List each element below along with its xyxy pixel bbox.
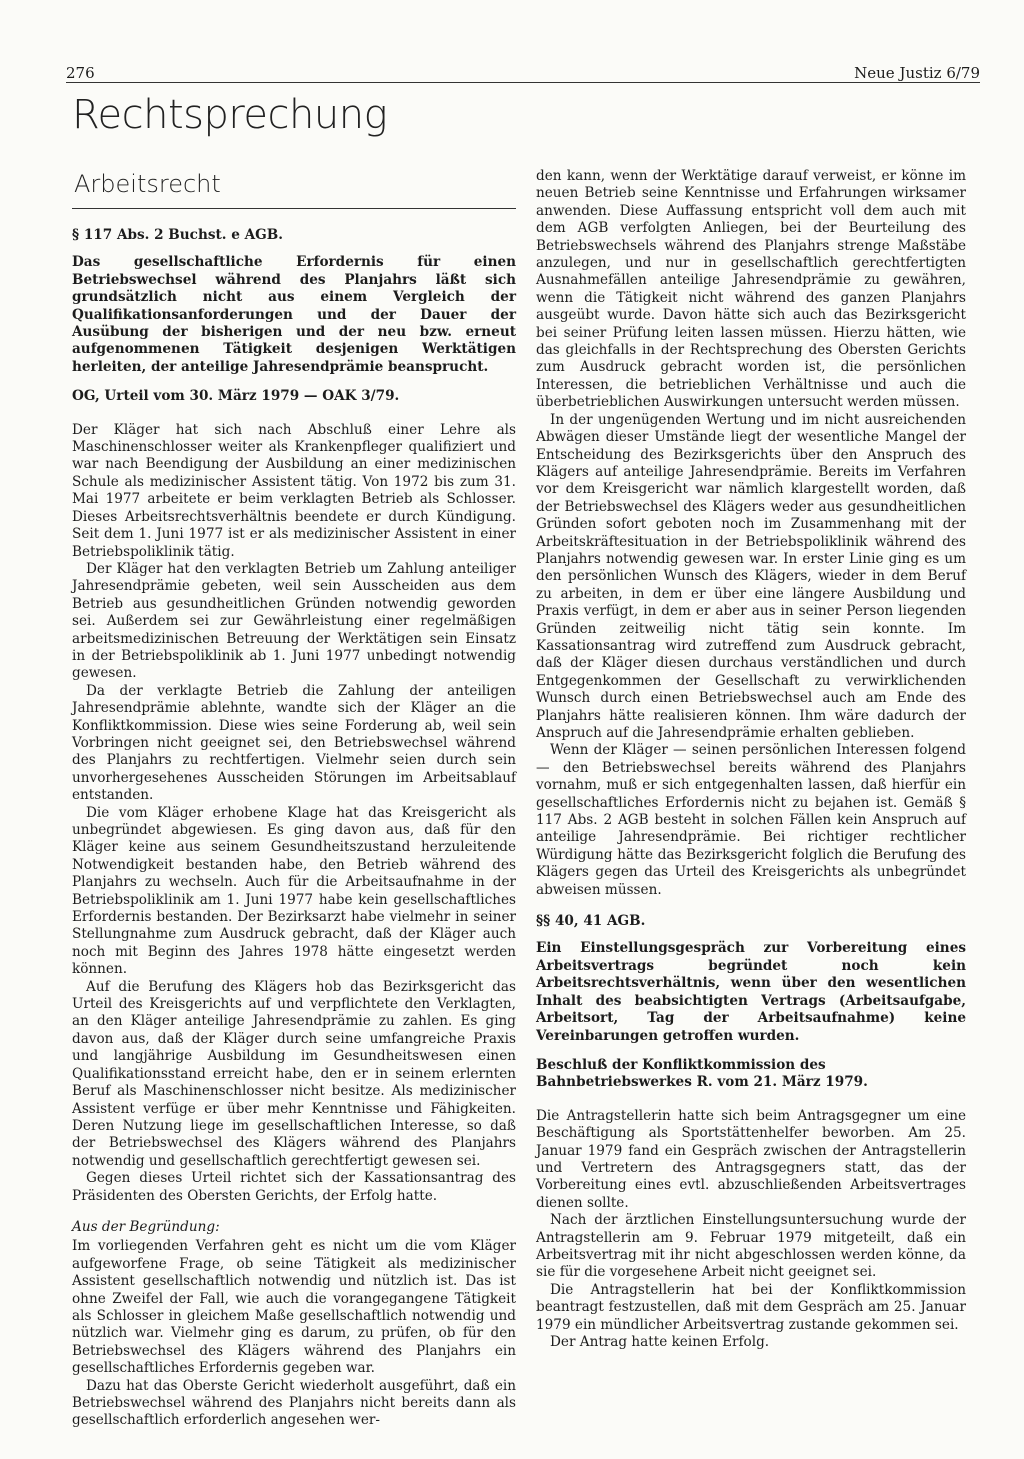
left-column — [72, 168, 516, 1430]
page-number: 276 — [66, 64, 95, 82]
case1-norm: § 117 Abs. 2 Buchst. e AGB. — [72, 227, 284, 243]
case1-paragraph: Der Kläger hat den verklagten Betrieb um Zahlung anteiliger Jahresendprämie gebeten, weil sein Ausscheiden aus dem Betrieb aus gesundheitlichen Gründen notwendig geworden sei. Außerdem sei zur Gewährleistung einer regelmäßigen arbeitsmedizinischen Betreuung der Werktätigen sein Einsatz in der Betriebspoliklinik ab 1. Juni 1977 unbedingt notwendig gewesen. — [72, 560, 516, 682]
reasons-paragraph: den kann, wenn der Werktätige darauf verweist, er könne im neuen Betrieb seine Kenntnisse und Erfahrungen wirksamer anwenden. Diese Auffassung entspricht voll dem auch mit dem AGB verfolgten Anliegen, bei der Beurteilung des Betriebswechsels während des Planjahrs strenge Maßstäbe anzulegen, und nur in gesellschaftlich gerechtfertigten Ausnahmefällen anteilige Jahresendprämie zu gewähren, wenn die Tätigkeit nicht während des ganzen Planjahrs ausgeübt wurde. Davon hätte sich auch das Bezirksgericht bei seiner Prüfung leiten lassen müssen. Hierzu hätten, wie das gleichfalls in der Rechtsprechung des Obersten Gerichts zum Ausdruck gebracht worden ist, die persönlichen Interessen, die betrieblichen Verhältnisse und auch die überbetrieblichen Auswirkungen untersucht werden müssen. — [536, 168, 966, 411]
subsection-rule — [72, 208, 516, 209]
section-title: Rechtsprechung — [72, 92, 388, 138]
reasons-paragraph: Wenn der Kläger — seinen persönlichen Interessen folgend — den Betriebswechsel bereits während des Planjahrs vornahm, muß er sich entgegenhalten lassen, daß hierfür ein gesellschaftliches Erfordernis nicht zu bejahen ist. Gemäß § 117 Abs. 2 AGB besteht in solchen Fällen kein Anspruch auf anteilige Jahresendprämie. Bei richtiger rechtlicher Würdigung hätte das Bezirksgericht folglich die Berufung des Klägers gegen das Urteil des Kreisgerichts als unbegründet abweisen müssen. — [536, 742, 966, 898]
reasons-paragraph: Dazu hat das Oberste Gericht wiederholt ausgeführt, daß ein Betriebswechsel während des Planjahrs nicht bereits dann als gesellschaftlich erforderlich angesehen wer- — [72, 1377, 516, 1429]
right-column — [536, 168, 966, 1351]
subsection-title: Arbeitsrecht — [74, 170, 221, 198]
case1-citation: OG, Urteil vom 30. März 1979 — OAK 3/79. — [72, 388, 400, 405]
case2-paragraph: Die Antragstellerin hatte sich beim Antragsgegner um eine Beschäftigung als Sportstättenhelfer beworben. Am 25. Januar 1979 fand ein Gespräch zwischen der Antragstellerin und Vertretern des Antragsgegners statt, das der Vorbereitung eines evtl. abzuschließenden Arbeitsvertrages dienen sollte. — [536, 1107, 966, 1211]
reasons-paragraph: In der ungenügenden Wertung und im nicht ausreichenden Abwägen dieser Umstände liegt der wesentliche Mangel der Entscheidung des Bezirksgerichts über den Anspruch des Klägers auf anteilige Jahresendprämie. Bereits im Verfahren vor dem Kreisgericht war nämlich klargestellt worden, daß der Betriebswechsel des Klägers weder aus gesundheitlichen Gründen sofort geboten noch im Zusammenhang mit der Arbeitskräftesituation in der Betriebspoliklinik während des Planjahrs notwendig gewesen war. In erster Linie ging es um den persönlichen Wunsch des Klägers, wieder in dem Beruf zu arbeiten, in dem er über eine längere Ausbildung und Praxis verfügt, in dem er aber aus in seiner Person liegenden Gründen zeitweilig nicht tätig sein konnte. Im Kassationsantrag wird zutreffend zum Ausdruck gebracht, daß der Kläger diesen durchaus verständlichen und durch Entgegenkommen der Gesellschaft zu verwirklichenden Wunsch durch einen Betriebswechsel auch am Ende des Planjahrs hätte realisieren können. Ihm wäre dadurch der Anspruch auf die Jahresendprämie erhalten geblieben. — [536, 411, 966, 741]
case2-headnote: Ein Einstellungsgespräch zur Vorbereitung eines Arbeitsvertrags begründet noch kein Arbeitsrechtsverhältnis, wenn über den wesentlichen Inhalt des beabsichtigten Vertrags (Arbeitsaufgabe, Arbeitsort, Tag der Arbeitsaufnahme) keine Vereinbarungen getroffen wurden. — [536, 940, 966, 1044]
case1-paragraph: Gegen dieses Urteil richtet sich der Kassationsantrag des Präsidenten des Obersten Gerichts, der Erfolg hatte. — [72, 1170, 516, 1204]
spacer — [536, 899, 966, 913]
case2-paragraph: Die Antragstellerin hat bei der Konfliktkommission beantragt festzustellen, daß mit dem Gespräch am 25. Januar 1979 ein mündlicher Arbeitsvertrag zustande gekommen sei. — [536, 1281, 966, 1333]
reasons-paragraph: Im vorliegenden Verfahren geht es nicht um die vom Kläger aufgeworfene Frage, ob seine Tätigkeit als medizinischer Assistent gesellschaftlich notwendig und nützlich ist. Das ist ohne Zweifel der Fall, wie auch die vorangegangene Tätigkeit als Schlosser in gleichem Maße gesellschaftlich notwendig und nützlich war. Vielmehr ging es darum, zu prüfen, ob für den Betriebswechsel des Klägers während des Planjahrs ein gesellschaftliches Erfordernis gegeben war. — [72, 1238, 516, 1377]
reasons-heading: Aus der Begründung: — [72, 1218, 220, 1235]
case2-norm: §§ 40, 41 AGB. — [536, 913, 646, 930]
case2-paragraph: Der Antrag hatte keinen Erfolg. — [550, 1334, 770, 1350]
case1-paragraph: Auf die Berufung des Klägers hob das Bezirksgericht das Urteil des Kreisgerichts auf und verpflichtete den Verklagten, an den Kläger anteilige Jahresendprämie zu zahlen. Es ging davon aus, daß der Kläger durch seine umfangreiche Praxis und langjährige Ausbildung im Gesundheitswesen einen Qualifikationsstand erreicht habe, den er in seinem erlernten Beruf als Maschinenschlosser nicht besitze. Als medizinischer Assistent verfüge er über mehr Kenntnisse und Fähigkeiten. Deren Nutzung liege im gesellschaftlichen Interesse, so daß der Betriebswechsel des Klägers während des Planjahrs notwendig und gesellschaftlich gerechtfertigt gewesen sei. — [72, 978, 516, 1169]
case2-paragraph: Nach der ärztlichen Einstellungsuntersuchung wurde der Antragstellerin am 9. Februar 1979 mitgeteilt, daß ein Arbeitsvertrag mit ihr nicht abgeschlossen werden könne, da sie für die vorgesehene Arbeit nicht geeignet sei. — [536, 1212, 966, 1281]
case1-paragraph: Da der verklagte Betrieb die Zahlung der anteiligen Jahresendprämie ablehnte, wandte sich der Kläger an die Konfliktkommission. Diese wies seine Forderung ab, weil sein Vorbringen nicht geeignet sei, den Betriebswechsel während des Planjahrs zu rechtfertigen. Vielmehr seien durch sein unvorhergesehenes Ausscheiden Störungen im Arbeitsablauf entstanden. — [72, 682, 516, 804]
case1-paragraph: Die vom Kläger erhobene Klage hat das Kreisgericht als unbegründet abgewiesen. Es ging davon aus, daß für den Kläger keine aus seinem Gesundheitszustand herzuleitende Notwendigkeit bestanden habe, den Betrieb während des Planjahrs zu wechseln. Auch für die Arbeitsaufnahme in der Betriebspoliklinik am 1. Juni 1977 habe kein gesellschaftliches Erfordernis bestanden. Der Bezirksarzt habe vielmehr in seiner Stellungnahme zum Ausdruck gebracht, daß der Kläger auch noch mit Beginn des Jahres 1978 hätte eingesetzt werden können. — [72, 804, 516, 978]
header-rule — [66, 82, 980, 83]
case1-paragraph: Der Kläger hat sich nach Abschluß einer Lehre als Maschinenschlosser weiter als Krankenpfleger qualifiziert und war nach Beendigung der Ausbildung an einer medizinischen Schule als medizinischer Assistent tätig. Von 1972 bis zum 31. Mai 1977 arbeitete er beim verklagten Betrieb als Schlosser. Dieses Arbeitsrechtsverhältnis beendete er durch Kündigung. Seit dem 1. Juni 1977 ist er als medizinischer Assistent in einer Betriebspoliklinik tätig. — [72, 421, 516, 560]
case1-headnote: Das gesellschaftliche Erfordernis für einen Betriebswechsel während des Planjahrs läßt sich grundsätzlich nicht aus einem Vergleich der Qualifikationsanforderungen und der Dauer der Ausübung der bisherigen und der neu bzw. erneut aufgenommenen Tätigkeit desjenigen Werktätigen herleiten, der anteilige Jahresendprämie beansprucht. — [72, 254, 516, 375]
case2-citation: Beschluß der Konfliktkommission des Bahnbetriebswerkes R. vom 21. März 1979. — [536, 1056, 868, 1091]
journal-issue: Neue Justiz 6/79 — [854, 64, 980, 82]
